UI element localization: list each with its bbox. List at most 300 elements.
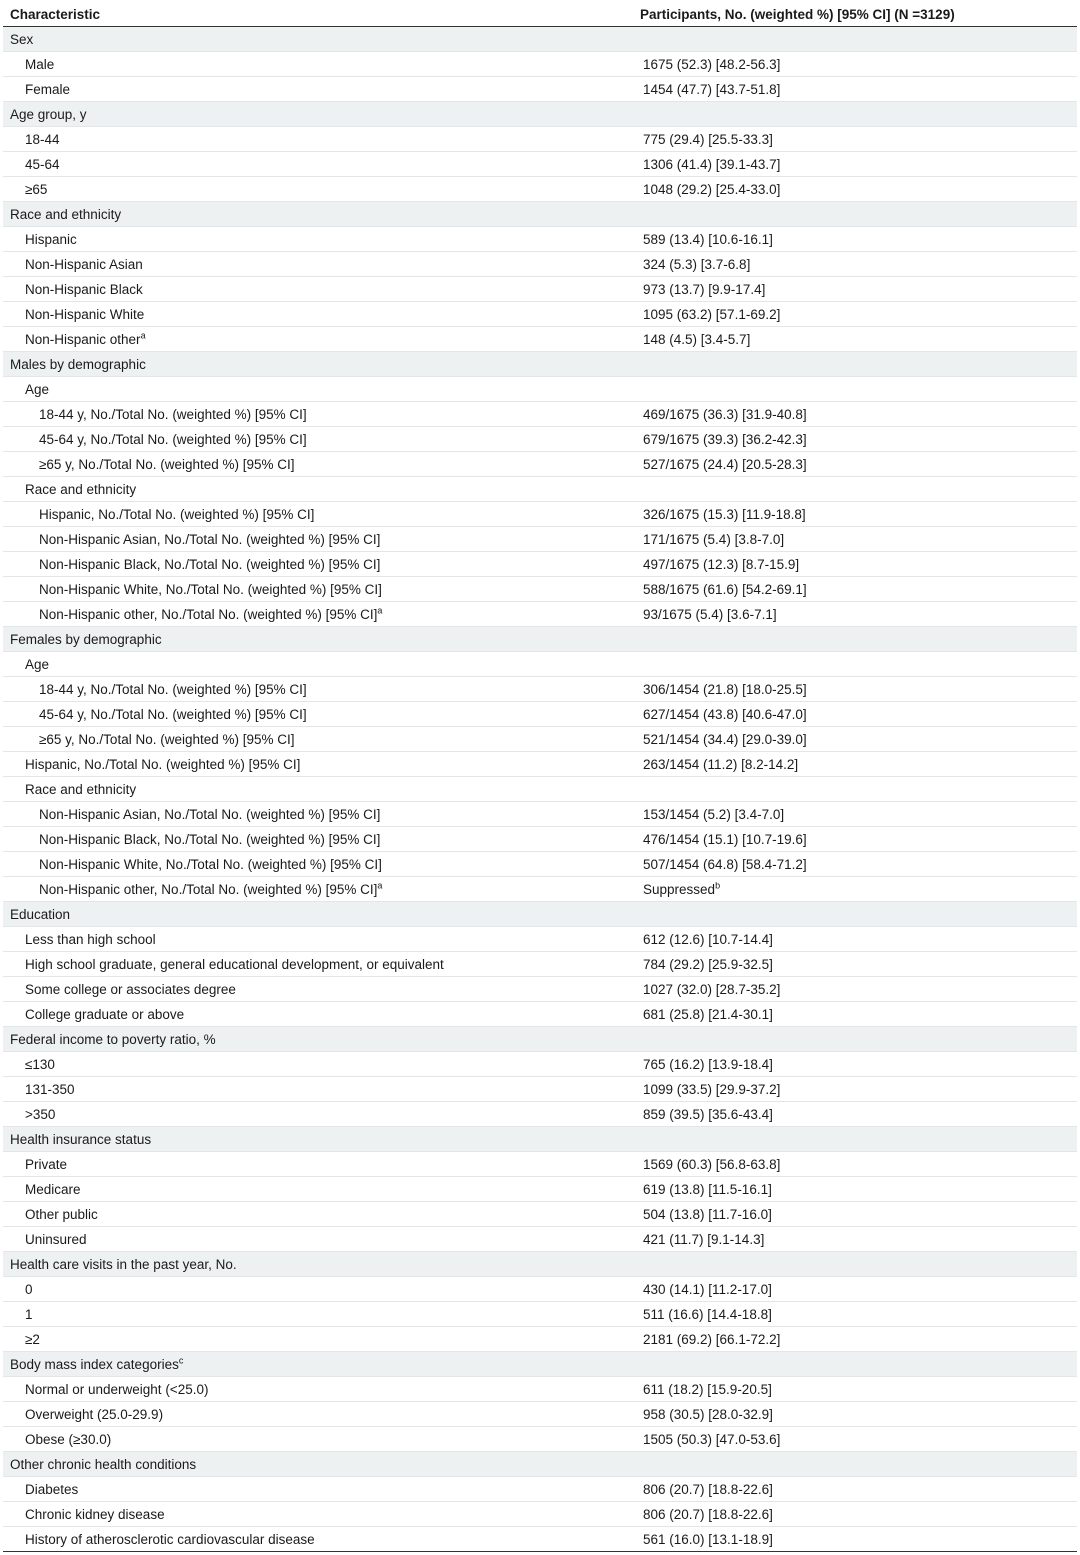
header-row bbox=[3, 3, 1077, 27]
row-value-cell bbox=[633, 752, 1077, 777]
characteristics-table bbox=[3, 3, 1077, 1552]
table-row bbox=[3, 1452, 1077, 1477]
row-label-cell bbox=[3, 1427, 633, 1452]
row-value-cell bbox=[633, 352, 1077, 377]
row-label-cell bbox=[3, 102, 633, 127]
row-value: 476/1454 (15.1) [10.7-19.6] bbox=[643, 831, 807, 847]
row-value-cell bbox=[633, 1402, 1077, 1427]
table-row bbox=[3, 302, 1077, 327]
row-value-cell bbox=[633, 502, 1077, 527]
row-value: 679/1675 (39.3) [36.2-42.3] bbox=[643, 431, 807, 447]
row-value: 1099 (33.5) [29.9-37.2] bbox=[643, 1081, 781, 1097]
row-value-cell bbox=[633, 1127, 1077, 1152]
row-value: 1027 (32.0) [28.7-35.2] bbox=[643, 981, 781, 997]
row-value-cell bbox=[633, 1327, 1077, 1352]
header-characteristic: Characteristic bbox=[3, 3, 633, 27]
row-label: Non-Hispanic Black, No./Total No. (weighted %) [95% CI] bbox=[39, 556, 381, 572]
row-value-cell bbox=[633, 1452, 1077, 1477]
row-label: ≥2 bbox=[25, 1331, 40, 1347]
row-value: 497/1675 (12.3) [8.7-15.9] bbox=[643, 556, 800, 572]
row-value-cell bbox=[633, 852, 1077, 877]
row-value-cell bbox=[633, 552, 1077, 577]
row-label-cell bbox=[3, 1202, 633, 1227]
row-label-cell bbox=[3, 677, 633, 702]
row-value-cell bbox=[633, 652, 1077, 677]
row-label-cell bbox=[3, 302, 633, 327]
row-label: Non-Hispanic White, No./Total No. (weighted %) [95% CI] bbox=[39, 856, 382, 872]
table-row bbox=[3, 877, 1077, 902]
row-label: Obese (≥30.0) bbox=[25, 1431, 112, 1447]
row-label-cell bbox=[3, 1352, 633, 1377]
row-value-cell bbox=[633, 127, 1077, 152]
table-row bbox=[3, 177, 1077, 202]
table-row bbox=[3, 77, 1077, 102]
table-header bbox=[3, 3, 1077, 27]
row-label: Female bbox=[25, 81, 71, 97]
row-label: ≥65 y, No./Total No. (weighted %) [95% CI] bbox=[39, 456, 295, 472]
row-label-cell bbox=[3, 1477, 633, 1502]
row-label: ≥65 bbox=[25, 181, 48, 197]
row-label: 45-64 y, No./Total No. (weighted %) [95% CI] bbox=[39, 431, 307, 447]
table-row bbox=[3, 702, 1077, 727]
table-row bbox=[3, 227, 1077, 252]
row-value-cell bbox=[633, 1077, 1077, 1102]
row-value-cell bbox=[633, 252, 1077, 277]
table-row bbox=[3, 252, 1077, 277]
row-label-cell bbox=[3, 252, 633, 277]
row-value-cell bbox=[633, 1202, 1077, 1227]
row-value: 1454 (47.7) [43.7-51.8] bbox=[643, 81, 781, 97]
row-value: 2181 (69.2) [66.1-72.2] bbox=[643, 1331, 781, 1347]
row-label-cell bbox=[3, 1277, 633, 1302]
row-value-cell bbox=[633, 1002, 1077, 1027]
row-label-cell bbox=[3, 1027, 633, 1052]
row-label-cell bbox=[3, 1152, 633, 1177]
row-label: Females by demographic bbox=[10, 631, 162, 647]
row-value-cell bbox=[633, 427, 1077, 452]
row-label: Non-Hispanic Asian, No./Total No. (weighted %) [95% CI] bbox=[39, 806, 381, 822]
table-row bbox=[3, 902, 1077, 927]
row-value: 263/1454 (11.2) [8.2-14.2] bbox=[643, 756, 799, 772]
table-row bbox=[3, 1477, 1077, 1502]
row-label-cell bbox=[3, 652, 633, 677]
row-value-cell bbox=[633, 1027, 1077, 1052]
row-label: Non-Hispanic Black, No./Total No. (weighted %) [95% CI] bbox=[39, 831, 381, 847]
row-value: 511 (16.6) [14.4-18.8] bbox=[643, 1306, 772, 1322]
row-label: 18-44 y, No./Total No. (weighted %) [95% CI] bbox=[39, 406, 307, 422]
row-value-cell bbox=[633, 477, 1077, 502]
row-label-cell bbox=[3, 402, 633, 427]
row-value-cell bbox=[633, 827, 1077, 852]
row-value: 421 (11.7) [9.1-14.3] bbox=[643, 1231, 765, 1247]
footnote-marker: a bbox=[377, 880, 383, 890]
row-value-cell bbox=[633, 452, 1077, 477]
table-row bbox=[3, 577, 1077, 602]
row-label-cell bbox=[3, 602, 633, 627]
row-value: 806 (20.7) [18.8-22.6] bbox=[643, 1481, 773, 1497]
table-row bbox=[3, 1377, 1077, 1402]
table-row bbox=[3, 1202, 1077, 1227]
table-row bbox=[3, 627, 1077, 652]
row-label: Age bbox=[25, 381, 50, 397]
row-value: 619 (13.8) [11.5-16.1] bbox=[643, 1181, 772, 1197]
row-label-cell bbox=[3, 202, 633, 227]
row-value-cell bbox=[633, 727, 1077, 752]
row-label-cell bbox=[3, 877, 633, 902]
table-row bbox=[3, 102, 1077, 127]
row-label-cell bbox=[3, 1302, 633, 1327]
row-label: Race and ethnicity bbox=[25, 781, 137, 797]
table-row bbox=[3, 427, 1077, 452]
row-label: 1 bbox=[25, 1306, 33, 1322]
row-value: 326/1675 (15.3) [11.9-18.8] bbox=[643, 506, 806, 522]
row-label: Hispanic, No./Total No. (weighted %) [95% CI] bbox=[25, 756, 301, 772]
row-value-cell bbox=[633, 527, 1077, 552]
row-label: ≥65 y, No./Total No. (weighted %) [95% CI] bbox=[39, 731, 295, 747]
row-value: 507/1454 (64.8) [58.4-71.2] bbox=[643, 856, 807, 872]
table-row bbox=[3, 777, 1077, 802]
row-label: 45-64 y, No./Total No. (weighted %) [95% CI] bbox=[39, 706, 307, 722]
row-value-cell bbox=[633, 1302, 1077, 1327]
row-value-cell bbox=[633, 1352, 1077, 1377]
row-label-cell bbox=[3, 552, 633, 577]
row-label: Non-Hispanic Asian, No./Total No. (weighted %) [95% CI] bbox=[39, 531, 381, 547]
row-label: Body mass index categories bbox=[10, 1356, 179, 1372]
row-value: 1306 (41.4) [39.1-43.7] bbox=[643, 156, 781, 172]
table-body bbox=[3, 27, 1077, 1552]
row-label: Less than high school bbox=[25, 931, 156, 947]
row-value-cell bbox=[633, 1427, 1077, 1452]
row-label-cell bbox=[3, 1052, 633, 1077]
table-row bbox=[3, 1327, 1077, 1352]
row-label: 18-44 bbox=[25, 131, 60, 147]
row-label: Age group, y bbox=[10, 106, 87, 122]
table-row bbox=[3, 327, 1077, 352]
table-row bbox=[3, 752, 1077, 777]
table-row bbox=[3, 277, 1077, 302]
row-label: Male bbox=[25, 56, 55, 72]
row-value: 153/1454 (5.2) [3.4-7.0] bbox=[643, 806, 785, 822]
row-label: Normal or underweight (<25.0) bbox=[25, 1381, 209, 1397]
row-value: 504 (13.8) [11.7-16.0] bbox=[643, 1206, 772, 1222]
row-value: 171/1675 (5.4) [3.8-7.0] bbox=[643, 531, 785, 547]
row-value-cell bbox=[633, 177, 1077, 202]
row-label-cell bbox=[3, 577, 633, 602]
table-row bbox=[3, 977, 1077, 1002]
table-row bbox=[3, 477, 1077, 502]
row-label-cell bbox=[3, 977, 633, 1002]
table-row bbox=[3, 1002, 1077, 1027]
row-label-cell bbox=[3, 1227, 633, 1252]
row-label: Education bbox=[10, 906, 71, 922]
table-row bbox=[3, 827, 1077, 852]
row-label-cell bbox=[3, 1452, 633, 1477]
table-row bbox=[3, 1352, 1077, 1377]
row-value-cell bbox=[633, 802, 1077, 827]
row-label: Non-Hispanic other bbox=[25, 331, 141, 347]
table-row bbox=[3, 27, 1077, 52]
footnote-marker: a bbox=[377, 605, 383, 615]
row-label-cell bbox=[3, 1402, 633, 1427]
row-value: 306/1454 (21.8) [18.0-25.5] bbox=[643, 681, 807, 697]
table-row bbox=[3, 1027, 1077, 1052]
row-label: Males by demographic bbox=[10, 356, 146, 372]
table-row bbox=[3, 1502, 1077, 1527]
row-value: 627/1454 (43.8) [40.6-47.0] bbox=[643, 706, 807, 722]
row-value-cell bbox=[633, 77, 1077, 102]
row-value-cell bbox=[633, 627, 1077, 652]
row-value: 1569 (60.3) [56.8-63.8] bbox=[643, 1156, 781, 1172]
header-participants: Participants, No. (weighted %) [95% CI] (N =3129) bbox=[633, 3, 1077, 27]
row-value-cell bbox=[633, 877, 1077, 902]
row-label-cell bbox=[3, 727, 633, 752]
row-value: 611 (18.2) [15.9-20.5] bbox=[643, 1381, 772, 1397]
table-row bbox=[3, 1127, 1077, 1152]
table-row bbox=[3, 1252, 1077, 1277]
row-value-cell bbox=[633, 902, 1077, 927]
table-row bbox=[3, 402, 1077, 427]
table-row bbox=[3, 602, 1077, 627]
table-row bbox=[3, 377, 1077, 402]
row-label: Federal income to poverty ratio, % bbox=[10, 1031, 216, 1047]
row-value-cell bbox=[633, 1177, 1077, 1202]
row-value: 612 (12.6) [10.7-14.4] bbox=[643, 931, 773, 947]
row-value: 859 (39.5) [35.6-43.4] bbox=[643, 1106, 773, 1122]
row-label: 18-44 y, No./Total No. (weighted %) [95% CI] bbox=[39, 681, 307, 697]
row-label-cell bbox=[3, 927, 633, 952]
row-label-cell bbox=[3, 152, 633, 177]
row-label-cell bbox=[3, 452, 633, 477]
table-row bbox=[3, 552, 1077, 577]
table-row bbox=[3, 1102, 1077, 1127]
row-value: 784 (29.2) [25.9-32.5] bbox=[643, 956, 773, 972]
table-row bbox=[3, 1152, 1077, 1177]
row-value-cell bbox=[633, 1227, 1077, 1252]
row-value-cell bbox=[633, 27, 1077, 52]
row-label-cell bbox=[3, 1102, 633, 1127]
row-label: Race and ethnicity bbox=[10, 206, 122, 222]
row-value: 1675 (52.3) [48.2-56.3] bbox=[643, 56, 781, 72]
row-label-cell bbox=[3, 702, 633, 727]
table-row bbox=[3, 1177, 1077, 1202]
row-label: Non-Hispanic White, No./Total No. (weighted %) [95% CI] bbox=[39, 581, 382, 597]
row-value-cell bbox=[633, 1477, 1077, 1502]
row-value: 589 (13.4) [10.6-16.1] bbox=[643, 231, 773, 247]
row-value-cell bbox=[633, 152, 1077, 177]
row-label: Non-Hispanic White bbox=[25, 306, 145, 322]
row-label: Age bbox=[25, 656, 50, 672]
table-row bbox=[3, 152, 1077, 177]
row-label: Non-Hispanic Asian bbox=[25, 256, 143, 272]
row-label: Medicare bbox=[25, 1181, 81, 1197]
row-label: Chronic kidney disease bbox=[25, 1506, 165, 1522]
row-value-cell bbox=[633, 1252, 1077, 1277]
row-label-cell bbox=[3, 277, 633, 302]
row-value: 1505 (50.3) [47.0-53.6] bbox=[643, 1431, 781, 1447]
table-row bbox=[3, 352, 1077, 377]
row-value: 521/1454 (34.4) [29.0-39.0] bbox=[643, 731, 807, 747]
row-label-cell bbox=[3, 377, 633, 402]
row-value-cell bbox=[633, 377, 1077, 402]
table-row bbox=[3, 1052, 1077, 1077]
row-label-cell bbox=[3, 527, 633, 552]
row-label: 45-64 bbox=[25, 156, 60, 172]
row-label-cell bbox=[3, 502, 633, 527]
row-label-cell bbox=[3, 1002, 633, 1027]
row-label: Overweight (25.0-29.9) bbox=[25, 1406, 164, 1422]
table-row bbox=[3, 652, 1077, 677]
table-row bbox=[3, 202, 1077, 227]
table-row bbox=[3, 127, 1077, 152]
row-label-cell bbox=[3, 27, 633, 52]
row-value-cell bbox=[633, 52, 1077, 77]
row-label: College graduate or above bbox=[25, 1006, 185, 1022]
row-value-cell bbox=[633, 677, 1077, 702]
row-label-cell bbox=[3, 1127, 633, 1152]
row-label-cell bbox=[3, 1527, 633, 1552]
table-row bbox=[3, 802, 1077, 827]
table-row bbox=[3, 52, 1077, 77]
table-row bbox=[3, 952, 1077, 977]
row-label-cell bbox=[3, 227, 633, 252]
row-label: Uninsured bbox=[25, 1231, 87, 1247]
row-value: 973 (13.7) [9.9-17.4] bbox=[643, 281, 766, 297]
row-value-cell bbox=[633, 777, 1077, 802]
row-label: History of atherosclerotic cardiovascular disease bbox=[25, 1531, 315, 1547]
footnote-marker: a bbox=[140, 330, 146, 340]
row-value: 561 (16.0) [13.1-18.9] bbox=[643, 1531, 773, 1547]
table-row bbox=[3, 1277, 1077, 1302]
row-value: 588/1675 (61.6) [54.2-69.1] bbox=[643, 581, 807, 597]
row-value-cell bbox=[633, 202, 1077, 227]
row-label: >350 bbox=[25, 1106, 56, 1122]
row-value: 806 (20.7) [18.8-22.6] bbox=[643, 1506, 773, 1522]
table-row bbox=[3, 1302, 1077, 1327]
row-label-cell bbox=[3, 1377, 633, 1402]
row-label: High school graduate, general educational development, or equivalent bbox=[25, 956, 444, 972]
row-value-cell bbox=[633, 702, 1077, 727]
row-value: 93/1675 (5.4) [3.6-7.1] bbox=[643, 606, 777, 622]
row-label: Health care visits in the past year, No. bbox=[10, 1256, 237, 1272]
row-label: Non-Hispanic Black bbox=[25, 281, 143, 297]
row-label-cell bbox=[3, 852, 633, 877]
table-row bbox=[3, 527, 1077, 552]
row-label: Hispanic bbox=[25, 231, 77, 247]
row-label: Non-Hispanic other, No./Total No. (weighted %) [95% CI] bbox=[39, 881, 378, 897]
row-label-cell bbox=[3, 1177, 633, 1202]
row-label: 0 bbox=[25, 1281, 33, 1297]
row-label-cell bbox=[3, 952, 633, 977]
row-label-cell bbox=[3, 427, 633, 452]
row-value: 527/1675 (24.4) [20.5-28.3] bbox=[643, 456, 807, 472]
row-value: 765 (16.2) [13.9-18.4] bbox=[643, 1056, 773, 1072]
row-value-cell bbox=[633, 577, 1077, 602]
row-label-cell bbox=[3, 777, 633, 802]
row-value-cell bbox=[633, 227, 1077, 252]
row-value-cell bbox=[633, 952, 1077, 977]
row-value: 1095 (63.2) [57.1-69.2] bbox=[643, 306, 781, 322]
row-label: Sex bbox=[10, 31, 34, 47]
table-row bbox=[3, 1227, 1077, 1252]
row-value-cell bbox=[633, 1052, 1077, 1077]
row-value-cell bbox=[633, 102, 1077, 127]
table-row bbox=[3, 727, 1077, 752]
row-label: Hispanic, No./Total No. (weighted %) [95% CI] bbox=[39, 506, 315, 522]
table-row bbox=[3, 852, 1077, 877]
row-value-cell bbox=[633, 277, 1077, 302]
table-row bbox=[3, 677, 1077, 702]
row-label-cell bbox=[3, 627, 633, 652]
row-label: Diabetes bbox=[25, 1481, 79, 1497]
row-value-cell bbox=[633, 1102, 1077, 1127]
row-label-cell bbox=[3, 827, 633, 852]
row-value: 775 (29.4) [25.5-33.3] bbox=[643, 131, 773, 147]
footnote-marker: c bbox=[178, 1355, 184, 1365]
row-label-cell bbox=[3, 1502, 633, 1527]
row-value-cell bbox=[633, 977, 1077, 1002]
row-label-cell bbox=[3, 1327, 633, 1352]
row-label: Race and ethnicity bbox=[25, 481, 137, 497]
row-value: 469/1675 (36.3) [31.9-40.8] bbox=[643, 406, 807, 422]
row-value: 1048 (29.2) [25.4-33.0] bbox=[643, 181, 781, 197]
table-row bbox=[3, 927, 1077, 952]
row-label-cell bbox=[3, 77, 633, 102]
row-label-cell bbox=[3, 802, 633, 827]
row-value-cell bbox=[633, 402, 1077, 427]
row-value: 958 (30.5) [28.0-32.9] bbox=[643, 1406, 773, 1422]
row-value: 148 (4.5) [3.4-5.7] bbox=[643, 331, 751, 347]
table-row bbox=[3, 452, 1077, 477]
row-value-cell bbox=[633, 302, 1077, 327]
row-label-cell bbox=[3, 1077, 633, 1102]
row-value-cell bbox=[633, 1377, 1077, 1402]
row-label: ≤130 bbox=[25, 1056, 55, 1072]
row-value: 681 (25.8) [21.4-30.1] bbox=[643, 1006, 773, 1022]
table-row bbox=[3, 1427, 1077, 1452]
row-label: Some college or associates degree bbox=[25, 981, 236, 997]
row-value-cell bbox=[633, 327, 1077, 352]
row-label: Other chronic health conditions bbox=[10, 1456, 197, 1472]
row-value-cell bbox=[633, 1277, 1077, 1302]
row-label-cell bbox=[3, 752, 633, 777]
table-row bbox=[3, 1527, 1077, 1552]
row-label: Health insurance status bbox=[10, 1131, 152, 1147]
row-label: 131-350 bbox=[25, 1081, 75, 1097]
row-value-cell bbox=[633, 602, 1077, 627]
row-label: Other public bbox=[25, 1206, 98, 1222]
row-label-cell bbox=[3, 177, 633, 202]
row-value: 430 (14.1) [11.2-17.0] bbox=[643, 1281, 772, 1297]
row-value: 324 (5.3) [3.7-6.8] bbox=[643, 256, 751, 272]
row-value-cell bbox=[633, 1152, 1077, 1177]
row-label: Private bbox=[25, 1156, 68, 1172]
table-row bbox=[3, 502, 1077, 527]
row-label-cell bbox=[3, 327, 633, 352]
row-value-cell bbox=[633, 927, 1077, 952]
table-row bbox=[3, 1077, 1077, 1102]
row-value-cell bbox=[633, 1502, 1077, 1527]
row-label: Non-Hispanic other, No./Total No. (weighted %) [95% CI] bbox=[39, 606, 378, 622]
row-value-cell bbox=[633, 1527, 1077, 1552]
row-label-cell bbox=[3, 477, 633, 502]
table-row bbox=[3, 1402, 1077, 1427]
footnote-marker: b bbox=[715, 880, 721, 890]
row-label-cell bbox=[3, 902, 633, 927]
row-value: Suppressed bbox=[643, 881, 716, 897]
row-label-cell bbox=[3, 352, 633, 377]
row-label-cell bbox=[3, 52, 633, 77]
row-label-cell bbox=[3, 127, 633, 152]
